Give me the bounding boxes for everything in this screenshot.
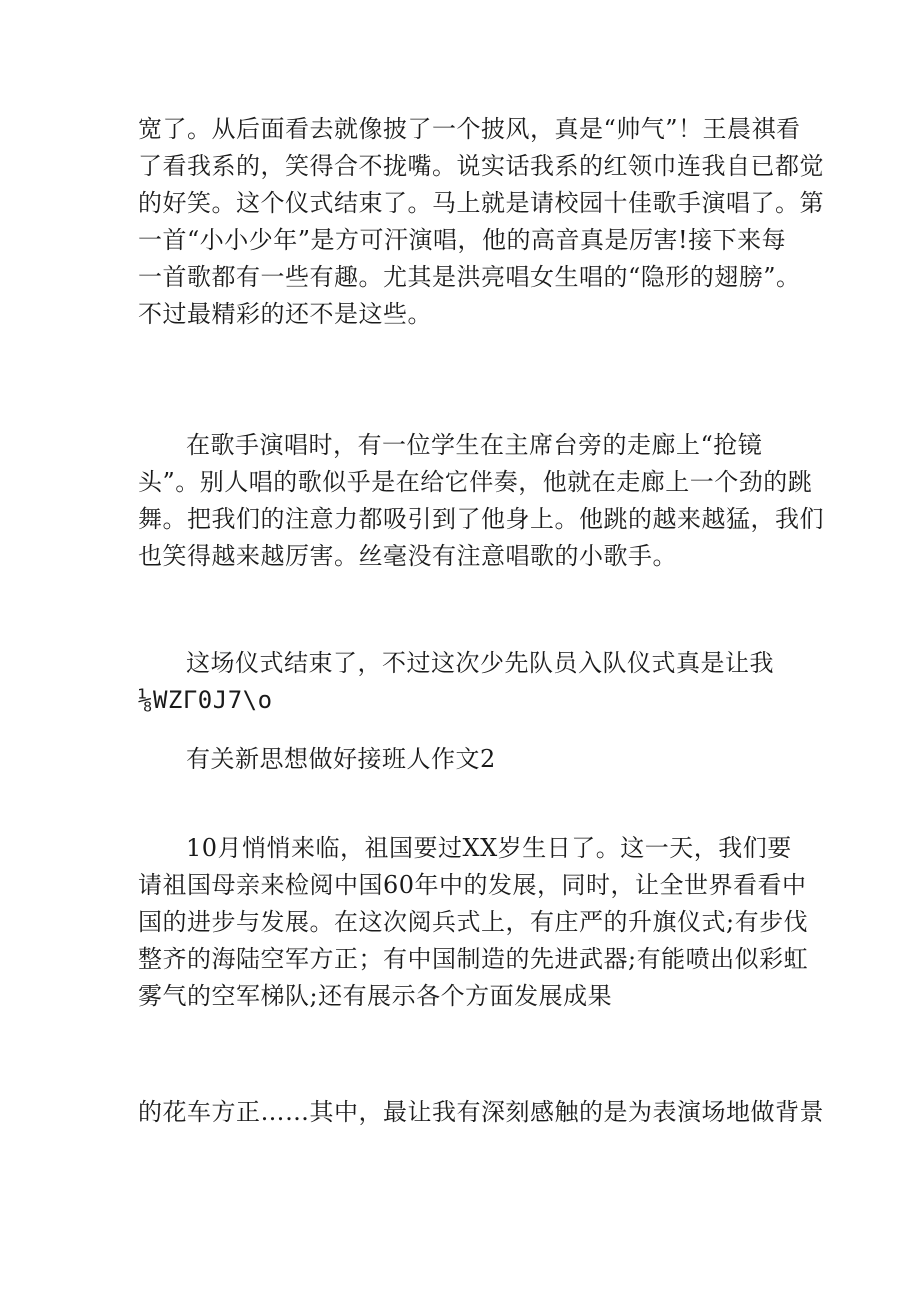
paragraph-2	[138, 427, 824, 575]
garbled-text-line: ⅛WZΓ0J7\o	[138, 686, 273, 714]
text-line: 10月悄悄来临，祖国要过XX岁生日了。这一天，我们要	[186, 834, 792, 862]
section-heading-block	[138, 741, 788, 778]
text-line: 一首歌都有一些有趣。尤其是洪亮唱女生唱的“隐形的翅膀”。	[138, 263, 801, 291]
text-line: 整齐的海陆空军方正；有中国制造的先进武器;有能喷出似彩虹	[138, 945, 809, 973]
text-line: 雾气的空军梯队;还有展示各个方面发展成果	[138, 982, 613, 1010]
paragraph-4	[138, 830, 809, 1015]
text-line: 舞。把我们的注意力都吸引到了他身上。他跳的越来越猛，我们	[138, 505, 824, 533]
text-line: 一首“小小少年”是方可汗演唱，他的高音真是厉害!接下来每	[138, 226, 787, 254]
paragraph-1	[138, 111, 824, 333]
text-line: 的花车方正……其中，最让我有深刻感触的是为表演场地做背景	[138, 1098, 824, 1126]
text-line: 这场仪式结束了，不过这次少先队员入队仪式真是让我	[186, 649, 774, 677]
text-line: 宽了。从后面看去就像披了一个披风，真是“帅气”！王晨祺看	[138, 115, 801, 143]
text-line: 头”。别人唱的歌似乎是在给它伴奏，他就在走廊上一个劲的跳	[138, 468, 813, 496]
paragraph-5	[138, 1094, 824, 1131]
text-line: 请祖国母亲来检阅中国60年中的发展，同时，让全世界看看中	[138, 871, 807, 899]
text-line: 不过最精彩的还不是这些。	[138, 300, 432, 328]
text-line: 在歌手演唱时，有一位学生在主席台旁的走廊上“抢镜	[186, 431, 763, 459]
paragraph-3	[138, 645, 788, 719]
text-line: 的好笑。这个仪式结束了。马上就是请校园十佳歌手演唱了。第	[138, 189, 824, 217]
section-heading: 有关新思想做好接班人作文2	[186, 745, 496, 773]
text-line: 了看我系的，笑得合不拢嘴。说实话我系的红领巾连我自已都觉	[138, 152, 824, 180]
text-line: 也笑得越来越厉害。丝毫没有注意唱歌的小歌手。	[138, 542, 677, 570]
text-line: 国的进步与发展。在这次阅兵式上，有庄严的升旗仪式;有步伐	[138, 908, 809, 936]
